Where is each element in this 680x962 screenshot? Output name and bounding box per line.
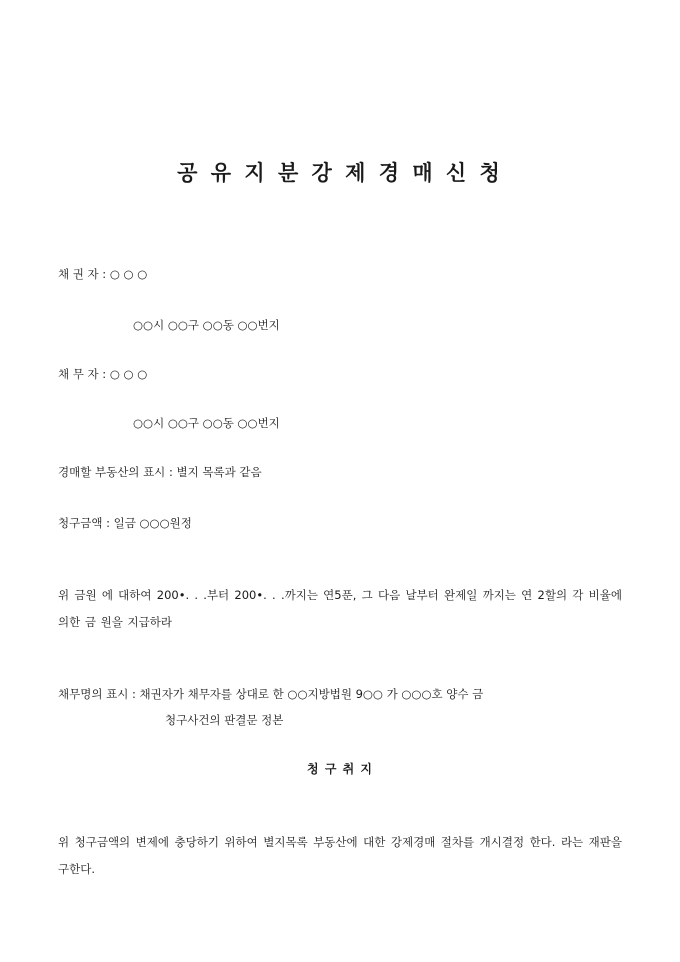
interest-paragraph: 위 금원 에 대하여 200•. . .부터 200•. . .까지는 연5푼, 그 다음 날부터 완제일 까지는 연 2할의 각 비율에 의한 금 원을 지급하라 (58, 588, 622, 629)
purpose-paragraph: 위 청구금액의 변제에 충당하기 위하여 별지목록 부동산에 대한 강제경매 절차를 개시결정 한다. 라는 재판을 구한다. (58, 835, 622, 876)
debtor-address: ○○시 ○○구 ○○동 ○○번지 (133, 416, 280, 430)
title-of-debt-line1: 채무명의 표시 : 채권자가 채무자를 상대로 한 ○○지방법원 9○○ 가 ○○○호 양수 금 (58, 687, 484, 701)
creditor-line: 채 권 자 : ○ ○ ○ (58, 267, 148, 281)
purpose-heading: 청 구 취 지 (307, 762, 373, 776)
title-of-debt-line2: 청구사건의 판결문 정본 (165, 713, 284, 727)
creditor-address: ○○시 ○○구 ○○동 ○○번지 (133, 318, 280, 332)
property-line: 경매할 부동산의 표시 : 별지 목록과 같음 (58, 465, 262, 479)
document-title: 공 유 지 분 강 제 경 매 신 청 (177, 160, 503, 185)
debtor-line: 채 무 자 : ○ ○ ○ (58, 367, 148, 381)
claim-amount-line: 청구금액 : 일금 ○○○원정 (58, 516, 192, 530)
